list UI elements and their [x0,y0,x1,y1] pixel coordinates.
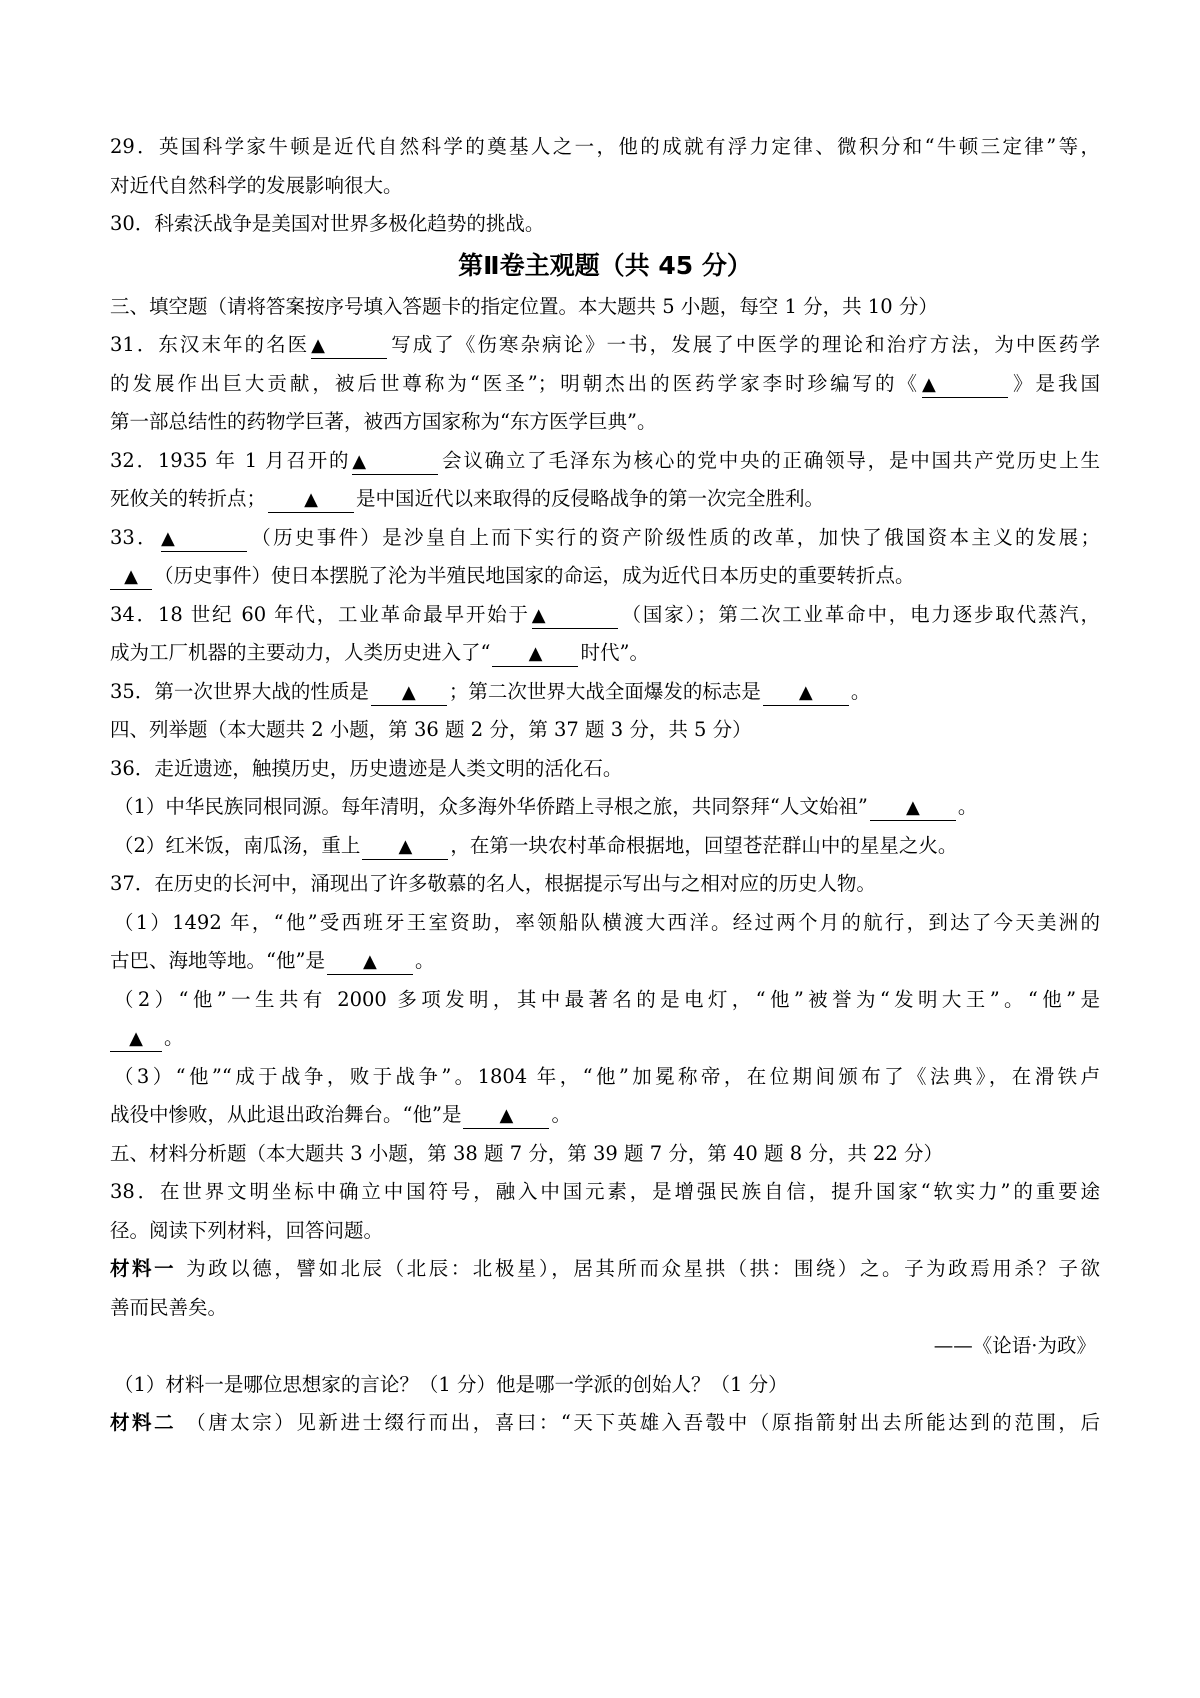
q33-line-1: 33． ▲ （历史事件）是沙皇自上而下实行的资产阶级性质的改革，加快了俄国资本主义的发展； [110,519,1100,558]
q37-sub-2-line-2: ▲ 。 [110,1019,1100,1058]
q34-line-2: 成为工厂机器的主要动力，人类历史进入了“ ▲ 时代”。 [110,634,1100,673]
triangle-icon: ▲ [363,951,377,972]
q34-line-1: 34．18 世纪 60 年代，工业革命最早开始于 ▲ （国家）；第二次工业革命中，电力逐步取代蒸汽， [110,596,1100,635]
triangle-icon: ▲ [905,797,920,818]
material-1-label: 材料一 [110,1257,177,1280]
part3-heading: 三、填空题（请将答案按序号填入答题卡的指定位置。本大题共 5 小题，每空 1 分，共 10 分） [110,294,938,318]
triangle-icon: ▲ [528,643,543,664]
answer-blank[interactable] [362,834,448,860]
triangle-icon: ▲ [304,489,318,510]
answer-blank[interactable] [492,641,578,667]
q32-line-2: 死攸关的转折点； ▲ 是中国近代以来取得的反侵略战争的第一次完全胜利。 [110,480,1100,519]
answer-blank[interactable] [922,372,1008,398]
material-1-line-1: 材料一 为政以德，譬如北辰（北辰：北极星），居其所而众星拱（拱：围绕）之。子为政焉用杀？子欲 [110,1257,1100,1280]
q37-sub-1-line-1: （1）1492 年，“他”受西班牙王室资助，率领船队横渡大西洋。经过两个月的航行，到达了今天美洲的 [114,910,1100,934]
part4-heading: 四、列举题（本大题共 2 小题，第 36 题 2 分，第 37 题 3 分，共 5 分） [110,718,752,741]
q31-line-3: 第一部总结性的药物学巨著，被西方国家称为“东方医学巨典”。 [110,410,657,433]
material-2-line-1: 材料二 （唐太宗）见新进士缀行而出，喜曰：“天下英雄入吾彀中（原指箭射出去所能达到的范围，后 [110,1411,1100,1434]
answer-blank[interactable] [161,526,247,552]
q37-sub-3-line-1: （3）“他”“成于战争，败于战争”。1804 年，“他”加冕称帝，在位期间颁布了《法典》，在滑铁卢 [114,1064,1100,1088]
triangle-icon: ▲ [499,1105,514,1126]
q36-stem: 36．走近遗迹，触摸历史，历史遗迹是人类文明的活化石。 [110,756,623,780]
material-1-source: ——《论语·为政》 [933,1334,1096,1357]
q32-line-1: 32．1935 年 1 月召开的 ▲ 会议确立了毛泽东为核心的党中央的正确领导，是中国共产党历史上生 [110,442,1100,481]
q31-line-2: 的发展作出巨大贡献，被后世尊称为“医圣”；明朝杰出的医药学家李时珍编写的《 ▲ 》是我国 [110,365,1100,404]
triangle-icon: ▲ [129,1028,143,1049]
part5-heading: 五、材料分析题（本大题共 3 小题，第 38 题 7 分，第 39 题 7 分，第 40 题 8 分，共 22 分） [110,1141,944,1165]
q37-sub-3-line-2: 战役中惨败，从此退出政治舞台。“他”是 ▲ 。 [110,1096,1100,1135]
q36-sub-2: （2）红米饭，南瓜汤，重上 ▲ ，在第一块农村革命根据地，回望苍茫群山中的星星之火。 [110,827,1100,866]
answer-blank[interactable] [110,564,152,590]
q38-line-1: 38．在世界文明坐标中确立中国符号，融入中国元素，是增强民族自信，提升国家“软实力”的重要途 [110,1180,1100,1203]
triangle-icon: ▲ [311,335,326,356]
q33-line-2: ▲ （历史事件）使日本摆脱了沦为半殖民地国家的命运，成为近代日本历史的重要转折点。 [110,557,1100,596]
q30: 30．科索沃战争是美国对世界多极化趋势的挑战。 [110,212,545,235]
answer-blank[interactable] [311,333,387,359]
exam-page [110,128,1100,1443]
answer-blank[interactable] [763,680,849,706]
triangle-icon: ▲ [398,835,413,857]
q38-line-2: 径。阅读下列材料，回答问题。 [110,1218,384,1242]
answer-blank[interactable] [371,680,447,706]
q37-sub-2-line-1: （2）“他”一生共有 2000 多项发明，其中最著名的是电灯，“他”被誉为“发明大王”。“他”是 [114,987,1100,1011]
triangle-icon: ▲ [798,681,813,703]
triangle-icon: ▲ [401,681,416,703]
q38-sub-1: （1）材料一是哪位思想家的言论？（1 分）他是哪一学派的创始人？（1 分） [114,1372,788,1396]
answer-blank[interactable] [870,795,956,821]
answer-blank[interactable] [352,449,438,475]
answer-blank[interactable] [110,1026,162,1052]
triangle-icon: ▲ [124,566,138,587]
answer-blank[interactable] [532,603,618,629]
answer-blank[interactable] [463,1103,549,1129]
q37-sub-1-line-2: 古巴、海地等地。“他”是 ▲ 。 [110,942,1100,981]
q31-line-1: 31．东汉末年的名医 ▲ 写成了《伤寒杂病论》一书，发展了中医学的理论和治疗方法，为中医药学 [110,326,1100,365]
triangle-icon: ▲ [531,604,546,626]
q36-sub-1: （1）中华民族同根同源。每年清明，众多海外华侨踏上寻根之旅，共同祭拜“人文始祖” ▲ 。 [110,788,1100,827]
q29-line-2: 对近代自然科学的发展影响很大。 [110,173,403,197]
answer-blank[interactable] [268,487,354,513]
triangle-icon: ▲ [922,373,936,395]
material-1-line-2: 善而民善矣。 [110,1295,228,1319]
section-title: 第Ⅱ卷主观题（共 45 分） [458,250,752,280]
q35: 35．第一次世界大战的性质是 ▲ ；第二次世界大战全面爆发的标志是 ▲ 。 [110,673,1100,712]
triangle-icon: ▲ [352,450,367,472]
triangle-icon: ▲ [160,527,175,549]
answer-blank[interactable] [327,949,413,975]
q29-line-1: 29．英国科学家牛顿是近代自然科学的奠基人之一，他的成就有浮力定律、微积分和“牛顿三定律”等， [110,135,1100,158]
material-2-label: 材料二 [110,1411,177,1434]
q37-stem: 37．在历史的长河中，涌现出了许多敬慕的名人，根据提示写出与之相对应的历史人物。 [110,872,876,895]
